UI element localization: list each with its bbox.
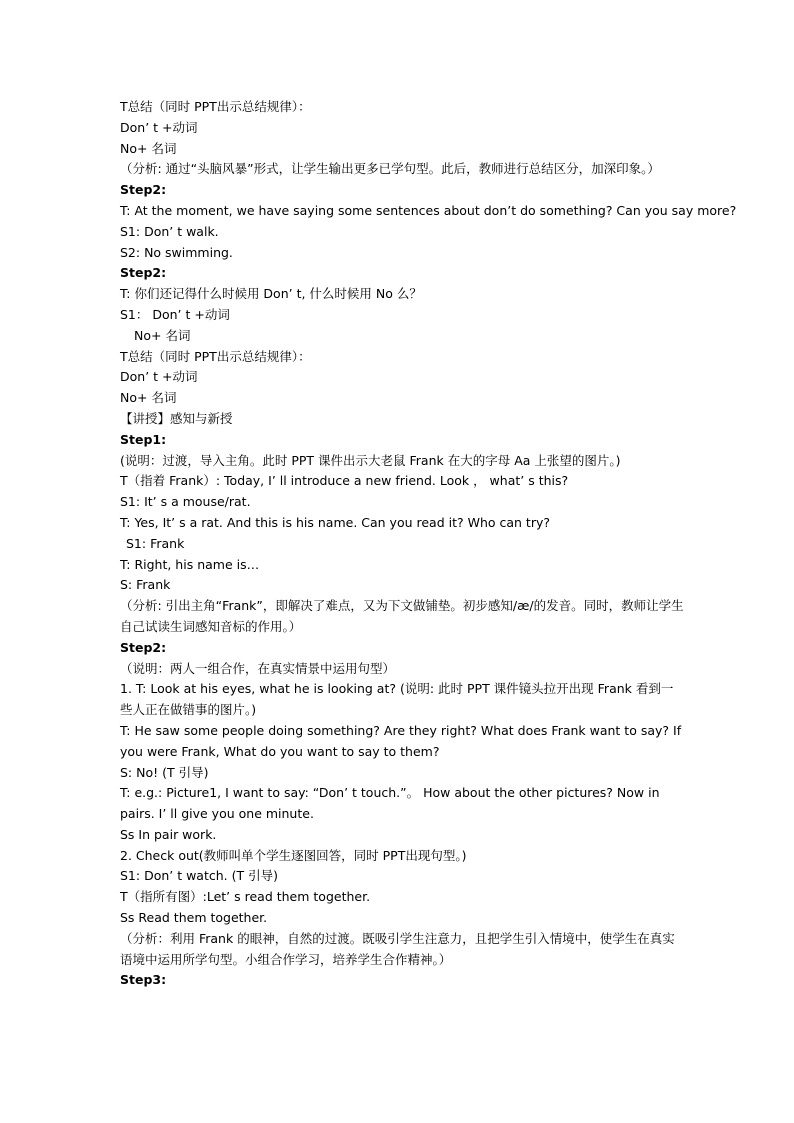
text-line: T总结（同时 PPT出示总结规律）： (120, 99, 311, 114)
text-line: Ss In pair work. (120, 826, 217, 842)
text-line: T: He saw some people doing something? Are they right? What does Frank want to say? If you were Frank, What do you want to say to them? (120, 722, 682, 759)
step-heading: Step2: (120, 182, 167, 198)
text-line: Don’ t +动词 (120, 119, 198, 135)
text-line: T: At the moment, we have saying some sentences about don’t do something? Can you say more? (120, 202, 737, 218)
text-line: T: Yes, It’ s a rat. And this is his name. Can you read it? Who can try? (120, 514, 551, 530)
text-line: T（指所有图）:Let’ s read them together. (120, 889, 371, 905)
text-line: T: Right, his name is… (120, 556, 260, 572)
text-line: S1： Don’ t +动词 (120, 306, 230, 322)
text-line: （说明：两人一组合作，在真实情景中运用句型） (120, 660, 396, 676)
document-body (120, 97, 737, 991)
step-heading: Step2: (120, 639, 167, 655)
text-line: （分析: 引出主角“Frank”，即解决了难点，又为下文做铺垫。初步感知/æ/的发音。同时，教师让学生自己试读生词感知音标的作用。） (120, 598, 684, 634)
text-line: （分析: 通过“头脑风暴”形式，让学生输出更多已学句型。此后，教师进行总结区分，加深印象。） (120, 161, 660, 177)
text-line: S1: Frank (126, 535, 185, 551)
text-line: T（指着 Frank）: Today, I’ ll introduce a new friend. Look ， what’ s this? (120, 473, 569, 489)
step-heading: Step2: (120, 265, 167, 281)
text-line: No+ 名词 (134, 327, 191, 343)
text-line: S: No! (T 引导) (120, 764, 209, 780)
step-heading: Step3: (120, 972, 167, 988)
text-line: S2: No swimming. (120, 244, 233, 260)
text-line: T总结（同时 PPT出示总结规律）： (120, 348, 311, 364)
text-line: Don’ t +动词 (120, 369, 198, 385)
text-line: 1. T: Look at his eyes, what he is looking at? (说明: 此时 PPT 课件镜头拉开出现 Frank 看到一些人正在做错事的图片。) (120, 681, 674, 718)
text-line: No+ 名词 (120, 390, 177, 406)
text-line: 2. Check out(教师叫单个学生逐图回答，同时 PPT出现句型。) (120, 847, 467, 863)
text-line: (说明：过渡，导入主角。此时 PPT 课件出示大老鼠 Frank 在大的字母 Aa 上张望的图片。) (120, 452, 621, 468)
step-heading: Step1: (120, 431, 167, 447)
text-line: S: Frank (120, 577, 171, 593)
text-line: T: 你们还记得什么时候用 Don’ t, 什么时候用 No 么？ (120, 286, 422, 302)
text-line: Ss Read them together. (120, 910, 268, 926)
text-line: S1: It’ s a mouse/rat. (120, 494, 251, 510)
text-line: S1: Don’ t watch. (T 引导) (120, 868, 278, 884)
text-line: （分析：利用 Frank 的眼神，自然的过渡。既吸引学生注意力，且把学生引入情境中，使学生在真实语境中运用所学句型。小组合作学习，培养学生合作精神。） (120, 930, 675, 967)
text-line: T: e.g.: Picture1, I want to say: “Don’ t touch.”。 How about the other pictures? Now in pairs. I’ ll give you one minute. (120, 785, 660, 822)
text-line: S1: Don’ t walk. (120, 223, 219, 239)
text-line: 【讲授】感知与新授 (120, 410, 233, 426)
text-line: No+ 名词 (120, 140, 177, 156)
